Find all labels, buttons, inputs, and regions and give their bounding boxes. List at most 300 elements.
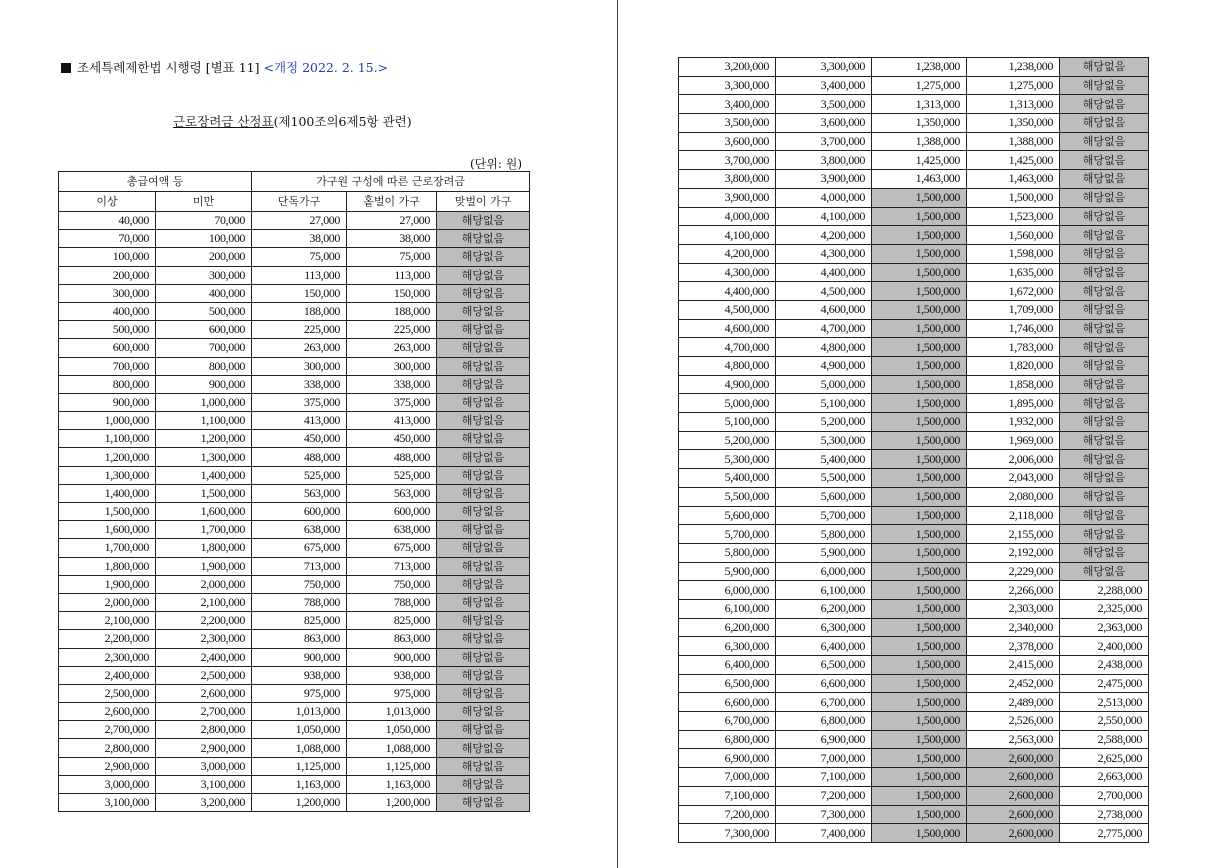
single-award-cell: 1,500,000 — [872, 207, 967, 226]
table-row — [679, 338, 1149, 357]
income-max-cell: 900,000 — [156, 375, 252, 393]
income-min-cell: 7,300,000 — [679, 824, 776, 843]
one-earner-award-cell: 113,000 — [347, 266, 437, 284]
table-row — [679, 450, 1149, 469]
income-min-cell: 5,800,000 — [679, 543, 776, 562]
income-min-cell: 3,100,000 — [59, 794, 156, 812]
income-min-cell: 6,600,000 — [679, 693, 776, 712]
income-min-cell: 4,900,000 — [679, 375, 776, 394]
one-earner-award-cell: 225,000 — [347, 321, 437, 339]
income-min-cell: 1,400,000 — [59, 484, 156, 502]
single-award-cell: 375,000 — [252, 393, 347, 411]
one-earner-award-cell: 2,415,000 — [967, 656, 1060, 675]
single-award-cell: 1,500,000 — [872, 413, 967, 432]
table-row — [59, 339, 530, 357]
single-award-cell: 1,500,000 — [872, 562, 967, 581]
one-earner-award-cell: 1,013,000 — [347, 703, 437, 721]
dual-earner-award-cell: 해당없음 — [1060, 562, 1149, 581]
income-max-cell: 1,200,000 — [156, 430, 252, 448]
dual-earner-award-cell: 해당없음 — [1060, 244, 1149, 263]
one-earner-award-cell: 1,560,000 — [967, 226, 1060, 245]
one-earner-award-cell: 2,229,000 — [967, 562, 1060, 581]
one-earner-award-cell: 1,050,000 — [347, 721, 437, 739]
table-row — [679, 730, 1149, 749]
income-max-cell: 3,900,000 — [776, 170, 872, 189]
income-min-cell: 4,600,000 — [679, 319, 776, 338]
income-max-cell: 5,100,000 — [776, 394, 872, 413]
dual-earner-award-cell: 해당없음 — [437, 794, 530, 812]
one-earner-award-cell: 27,000 — [347, 212, 437, 230]
table-title — [173, 112, 412, 130]
income-min-cell: 5,100,000 — [679, 413, 776, 432]
income-min-cell: 4,700,000 — [679, 338, 776, 357]
income-max-cell: 1,100,000 — [156, 412, 252, 430]
table-row — [679, 375, 1149, 394]
dual-earner-award-cell: 2,475,000 — [1060, 674, 1149, 693]
income-max-cell: 4,800,000 — [776, 338, 872, 357]
table-row — [59, 593, 530, 611]
income-max-cell: 2,400,000 — [156, 648, 252, 666]
table-row — [59, 666, 530, 684]
single-award-cell: 525,000 — [252, 466, 347, 484]
dual-earner-award-cell: 2,325,000 — [1060, 599, 1149, 618]
table-row — [679, 244, 1149, 263]
income-min-cell: 7,000,000 — [679, 768, 776, 787]
dual-earner-award-cell: 해당없음 — [437, 248, 530, 266]
unit-label: (단위: 원) — [470, 157, 522, 171]
dual-earner-award-cell: 해당없음 — [437, 648, 530, 666]
income-max-cell: 5,000,000 — [776, 375, 872, 394]
table-row — [679, 749, 1149, 768]
single-award-cell: 1,500,000 — [872, 599, 967, 618]
table-row — [59, 484, 530, 502]
one-earner-award-cell: 1,598,000 — [967, 244, 1060, 263]
income-max-cell: 700,000 — [156, 339, 252, 357]
income-max-cell: 200,000 — [156, 248, 252, 266]
single-award-cell: 1,500,000 — [872, 300, 967, 319]
income-min-cell: 3,300,000 — [679, 76, 776, 95]
single-award-cell: 788,000 — [252, 593, 347, 611]
income-max-cell: 4,100,000 — [776, 207, 872, 226]
table-row — [679, 226, 1149, 245]
table-row — [59, 794, 530, 812]
col-one-earner: 홑벌이 가구 — [347, 192, 437, 212]
income-min-cell: 2,500,000 — [59, 684, 156, 702]
single-award-cell: 1,500,000 — [872, 637, 967, 656]
one-earner-award-cell: 2,266,000 — [967, 581, 1060, 600]
single-award-cell: 1,500,000 — [872, 824, 967, 843]
income-max-cell: 1,600,000 — [156, 503, 252, 521]
income-min-cell: 3,900,000 — [679, 188, 776, 207]
one-earner-award-cell: 75,000 — [347, 248, 437, 266]
income-max-cell: 1,900,000 — [156, 557, 252, 575]
income-min-cell: 100,000 — [59, 248, 156, 266]
income-max-cell: 4,400,000 — [776, 263, 872, 282]
table-row — [59, 284, 530, 302]
income-min-cell: 1,900,000 — [59, 575, 156, 593]
table-row — [679, 207, 1149, 226]
dual-earner-award-cell: 2,550,000 — [1060, 712, 1149, 731]
single-award-cell: 413,000 — [252, 412, 347, 430]
table-row — [679, 95, 1149, 114]
dual-earner-award-cell: 2,775,000 — [1060, 824, 1149, 843]
table-row — [59, 775, 530, 793]
dual-earner-award-cell: 해당없음 — [1060, 431, 1149, 450]
table-row — [59, 521, 530, 539]
one-earner-award-cell: 1,820,000 — [967, 357, 1060, 376]
one-earner-award-cell: 2,155,000 — [967, 525, 1060, 544]
table-row — [679, 58, 1149, 77]
dual-earner-award-cell: 해당없음 — [437, 466, 530, 484]
income-min-cell: 2,100,000 — [59, 612, 156, 630]
income-min-cell: 2,800,000 — [59, 739, 156, 757]
income-min-cell: 6,300,000 — [679, 637, 776, 656]
single-award-cell: 1,500,000 — [872, 226, 967, 245]
one-earner-award-cell: 2,340,000 — [967, 618, 1060, 637]
dual-earner-award-cell: 해당없음 — [437, 684, 530, 702]
single-award-cell: 638,000 — [252, 521, 347, 539]
dual-earner-award-cell: 해당없음 — [437, 430, 530, 448]
dual-earner-award-cell: 해당없음 — [1060, 450, 1149, 469]
income-min-cell: 1,300,000 — [59, 466, 156, 484]
one-earner-award-cell: 2,600,000 — [967, 824, 1060, 843]
one-earner-award-cell: 1,932,000 — [967, 413, 1060, 432]
dual-earner-award-cell: 2,438,000 — [1060, 656, 1149, 675]
income-min-cell: 4,500,000 — [679, 300, 776, 319]
table-row — [679, 114, 1149, 133]
dual-earner-award-cell: 해당없음 — [437, 593, 530, 611]
one-earner-award-cell: 525,000 — [347, 466, 437, 484]
dual-earner-award-cell: 2,363,000 — [1060, 618, 1149, 637]
dual-earner-award-cell: 해당없음 — [1060, 413, 1149, 432]
income-min-cell: 5,700,000 — [679, 525, 776, 544]
dual-earner-award-cell: 해당없음 — [1060, 226, 1149, 245]
single-award-cell: 1,500,000 — [872, 244, 967, 263]
single-award-cell: 1,500,000 — [872, 786, 967, 805]
single-award-cell: 300,000 — [252, 357, 347, 375]
single-award-cell: 1,500,000 — [872, 431, 967, 450]
col-single: 단독가구 — [252, 192, 347, 212]
income-max-cell: 7,200,000 — [776, 786, 872, 805]
income-min-cell: 7,100,000 — [679, 786, 776, 805]
dual-earner-award-cell: 해당없음 — [1060, 132, 1149, 151]
one-earner-award-cell: 638,000 — [347, 521, 437, 539]
table-row — [59, 557, 530, 575]
income-min-cell: 4,100,000 — [679, 226, 776, 245]
one-earner-award-cell: 675,000 — [347, 539, 437, 557]
table-row — [59, 321, 530, 339]
income-min-cell: 2,400,000 — [59, 666, 156, 684]
dual-earner-award-cell: 해당없음 — [437, 321, 530, 339]
single-award-cell: 1,500,000 — [872, 768, 967, 787]
income-min-cell: 700,000 — [59, 357, 156, 375]
income-max-cell: 4,700,000 — [776, 319, 872, 338]
single-award-cell: 1,500,000 — [872, 506, 967, 525]
one-earner-award-cell: 2,378,000 — [967, 637, 1060, 656]
one-earner-award-cell: 1,125,000 — [347, 757, 437, 775]
table-row — [59, 412, 530, 430]
income-min-cell: 300,000 — [59, 284, 156, 302]
table-row — [679, 506, 1149, 525]
income-max-cell: 5,600,000 — [776, 487, 872, 506]
income-min-cell: 2,900,000 — [59, 757, 156, 775]
dual-earner-award-cell: 해당없음 — [437, 375, 530, 393]
income-max-cell: 6,400,000 — [776, 637, 872, 656]
single-award-cell: 1,238,000 — [872, 58, 967, 77]
income-min-cell: 6,400,000 — [679, 656, 776, 675]
single-award-cell: 1,500,000 — [872, 618, 967, 637]
one-earner-award-cell: 2,080,000 — [967, 487, 1060, 506]
income-max-cell: 3,000,000 — [156, 757, 252, 775]
one-earner-award-cell: 1,275,000 — [967, 76, 1060, 95]
income-min-cell: 3,200,000 — [679, 58, 776, 77]
income-max-cell: 2,300,000 — [156, 630, 252, 648]
one-earner-award-cell: 1,523,000 — [967, 207, 1060, 226]
one-earner-award-cell: 750,000 — [347, 575, 437, 593]
income-max-cell: 70,000 — [156, 212, 252, 230]
table-row — [679, 618, 1149, 637]
dual-earner-award-cell: 해당없음 — [1060, 469, 1149, 488]
single-award-cell: 1,500,000 — [872, 394, 967, 413]
table-row — [679, 431, 1149, 450]
single-award-cell: 1,500,000 — [872, 656, 967, 675]
income-min-cell: 3,800,000 — [679, 170, 776, 189]
income-max-cell: 3,600,000 — [776, 114, 872, 133]
dual-earner-award-cell: 해당없음 — [1060, 170, 1149, 189]
one-earner-award-cell: 413,000 — [347, 412, 437, 430]
one-earner-award-cell: 600,000 — [347, 503, 437, 521]
income-min-cell: 70,000 — [59, 230, 156, 248]
income-min-cell: 5,200,000 — [679, 431, 776, 450]
table-row — [59, 230, 530, 248]
income-max-cell: 1,000,000 — [156, 393, 252, 411]
table-row — [679, 76, 1149, 95]
one-earner-award-cell: 1,635,000 — [967, 263, 1060, 282]
income-max-cell: 4,900,000 — [776, 357, 872, 376]
income-max-cell: 7,300,000 — [776, 805, 872, 824]
dual-earner-award-cell: 해당없음 — [1060, 282, 1149, 301]
dual-earner-award-cell: 2,700,000 — [1060, 786, 1149, 805]
income-max-cell: 3,700,000 — [776, 132, 872, 151]
income-max-cell: 5,900,000 — [776, 543, 872, 562]
income-max-cell: 1,300,000 — [156, 448, 252, 466]
one-earner-award-cell: 263,000 — [347, 339, 437, 357]
income-max-cell: 6,100,000 — [776, 581, 872, 600]
one-earner-award-cell: 1,350,000 — [967, 114, 1060, 133]
dual-earner-award-cell: 2,400,000 — [1060, 637, 1149, 656]
single-award-cell: 1,125,000 — [252, 757, 347, 775]
income-min-cell: 6,100,000 — [679, 599, 776, 618]
income-min-cell: 4,800,000 — [679, 357, 776, 376]
income-min-cell: 4,300,000 — [679, 263, 776, 282]
income-max-cell: 1,800,000 — [156, 539, 252, 557]
income-min-cell: 6,700,000 — [679, 712, 776, 731]
one-earner-award-cell: 975,000 — [347, 684, 437, 702]
black-square-icon — [61, 63, 71, 73]
dual-earner-award-cell: 해당없음 — [1060, 207, 1149, 226]
single-award-cell: 150,000 — [252, 284, 347, 302]
income-max-cell: 6,900,000 — [776, 730, 872, 749]
income-min-cell: 3,600,000 — [679, 132, 776, 151]
income-max-cell: 3,400,000 — [776, 76, 872, 95]
one-earner-award-cell: 375,000 — [347, 393, 437, 411]
income-max-cell: 1,700,000 — [156, 521, 252, 539]
one-earner-award-cell: 1,969,000 — [967, 431, 1060, 450]
income-max-cell: 2,600,000 — [156, 684, 252, 702]
income-min-cell: 6,900,000 — [679, 749, 776, 768]
single-award-cell: 1,500,000 — [872, 543, 967, 562]
one-earner-award-cell: 2,452,000 — [967, 674, 1060, 693]
income-max-cell: 7,000,000 — [776, 749, 872, 768]
table-row — [59, 503, 530, 521]
dual-earner-award-cell: 해당없음 — [1060, 95, 1149, 114]
one-earner-award-cell: 2,043,000 — [967, 469, 1060, 488]
income-min-cell: 500,000 — [59, 321, 156, 339]
one-earner-award-cell: 1,200,000 — [347, 794, 437, 812]
single-award-cell: 1,500,000 — [872, 282, 967, 301]
income-max-cell: 5,400,000 — [776, 450, 872, 469]
dual-earner-award-cell: 2,588,000 — [1060, 730, 1149, 749]
table-row — [679, 394, 1149, 413]
dual-earner-award-cell: 해당없음 — [437, 284, 530, 302]
one-earner-award-cell: 188,000 — [347, 302, 437, 320]
one-earner-award-cell: 1,672,000 — [967, 282, 1060, 301]
dual-earner-award-cell: 해당없음 — [437, 357, 530, 375]
income-max-cell: 7,400,000 — [776, 824, 872, 843]
table-row — [679, 543, 1149, 562]
single-award-cell: 1,500,000 — [872, 469, 967, 488]
dual-earner-award-cell: 해당없음 — [1060, 188, 1149, 207]
dual-earner-award-cell: 해당없음 — [437, 575, 530, 593]
table-row — [679, 282, 1149, 301]
income-max-cell: 5,300,000 — [776, 431, 872, 450]
income-min-cell: 5,900,000 — [679, 562, 776, 581]
one-earner-award-cell: 825,000 — [347, 612, 437, 630]
document-header — [61, 58, 388, 76]
dual-earner-award-cell: 해당없음 — [1060, 300, 1149, 319]
single-award-cell: 1,088,000 — [252, 739, 347, 757]
dual-earner-award-cell: 해당없음 — [437, 739, 530, 757]
single-award-cell: 188,000 — [252, 302, 347, 320]
single-award-cell: 1,425,000 — [872, 151, 967, 170]
income-min-cell: 200,000 — [59, 266, 156, 284]
table-row — [679, 674, 1149, 693]
table-row — [679, 469, 1149, 488]
one-earner-award-cell: 2,526,000 — [967, 712, 1060, 731]
income-max-cell: 300,000 — [156, 266, 252, 284]
single-award-cell: 863,000 — [252, 630, 347, 648]
dual-earner-award-cell: 해당없음 — [1060, 319, 1149, 338]
income-max-cell: 400,000 — [156, 284, 252, 302]
single-award-cell: 1,200,000 — [252, 794, 347, 812]
table-row — [679, 263, 1149, 282]
one-earner-award-cell: 1,463,000 — [967, 170, 1060, 189]
one-earner-award-cell: 900,000 — [347, 648, 437, 666]
income-max-cell: 2,900,000 — [156, 739, 252, 757]
one-earner-award-cell: 1,163,000 — [347, 775, 437, 793]
income-max-cell: 600,000 — [156, 321, 252, 339]
income-min-cell: 4,400,000 — [679, 282, 776, 301]
income-max-cell: 4,300,000 — [776, 244, 872, 263]
income-min-cell: 6,800,000 — [679, 730, 776, 749]
dual-earner-award-cell: 해당없음 — [1060, 525, 1149, 544]
income-max-cell: 100,000 — [156, 230, 252, 248]
table-row — [679, 170, 1149, 189]
one-earner-award-cell: 2,006,000 — [967, 450, 1060, 469]
table-row — [679, 712, 1149, 731]
single-award-cell: 1,350,000 — [872, 114, 967, 133]
table-row — [59, 430, 530, 448]
income-min-cell: 600,000 — [59, 339, 156, 357]
income-min-cell: 2,300,000 — [59, 648, 156, 666]
dual-earner-award-cell: 해당없음 — [1060, 114, 1149, 133]
one-earner-award-cell: 1,709,000 — [967, 300, 1060, 319]
single-award-cell: 600,000 — [252, 503, 347, 521]
income-max-cell: 4,500,000 — [776, 282, 872, 301]
table-row — [679, 132, 1149, 151]
dual-earner-award-cell: 해당없음 — [1060, 58, 1149, 77]
table-row — [59, 721, 530, 739]
single-award-cell: 1,388,000 — [872, 132, 967, 151]
table-row — [59, 612, 530, 630]
income-max-cell: 2,100,000 — [156, 593, 252, 611]
income-max-cell: 6,800,000 — [776, 712, 872, 731]
one-earner-award-cell: 1,500,000 — [967, 188, 1060, 207]
table-row — [59, 375, 530, 393]
dual-earner-award-cell: 해당없음 — [1060, 375, 1149, 394]
income-max-cell: 2,200,000 — [156, 612, 252, 630]
single-award-cell: 113,000 — [252, 266, 347, 284]
dual-earner-award-cell: 해당없음 — [1060, 487, 1149, 506]
income-min-cell: 1,100,000 — [59, 430, 156, 448]
table-row — [59, 393, 530, 411]
income-min-cell: 6,500,000 — [679, 674, 776, 693]
income-min-cell: 3,500,000 — [679, 114, 776, 133]
single-award-cell: 38,000 — [252, 230, 347, 248]
dual-earner-award-cell: 2,513,000 — [1060, 693, 1149, 712]
income-min-cell: 4,000,000 — [679, 207, 776, 226]
one-earner-award-cell: 938,000 — [347, 666, 437, 684]
single-award-cell: 1,163,000 — [252, 775, 347, 793]
income-min-cell: 1,800,000 — [59, 557, 156, 575]
single-award-cell: 900,000 — [252, 648, 347, 666]
single-award-cell: 1,500,000 — [872, 581, 967, 600]
dual-earner-award-cell: 해당없음 — [1060, 338, 1149, 357]
single-award-cell: 1,500,000 — [872, 263, 967, 282]
table-row — [679, 525, 1149, 544]
dual-earner-award-cell: 해당없음 — [437, 666, 530, 684]
income-max-cell: 5,700,000 — [776, 506, 872, 525]
table-row — [679, 768, 1149, 787]
table-row — [679, 562, 1149, 581]
table-row — [679, 357, 1149, 376]
single-award-cell: 675,000 — [252, 539, 347, 557]
one-earner-award-cell: 1,388,000 — [967, 132, 1060, 151]
table-row — [59, 212, 530, 230]
table-row — [679, 693, 1149, 712]
one-earner-award-cell: 1,088,000 — [347, 739, 437, 757]
single-award-cell: 1,500,000 — [872, 749, 967, 768]
income-min-cell: 800,000 — [59, 375, 156, 393]
income-max-cell: 2,800,000 — [156, 721, 252, 739]
dual-earner-award-cell: 2,625,000 — [1060, 749, 1149, 768]
one-earner-award-cell: 2,600,000 — [967, 749, 1060, 768]
single-award-cell: 1,500,000 — [872, 357, 967, 376]
income-max-cell: 5,200,000 — [776, 413, 872, 432]
table-row — [59, 630, 530, 648]
table-row — [59, 575, 530, 593]
dual-earner-award-cell: 해당없음 — [437, 484, 530, 502]
